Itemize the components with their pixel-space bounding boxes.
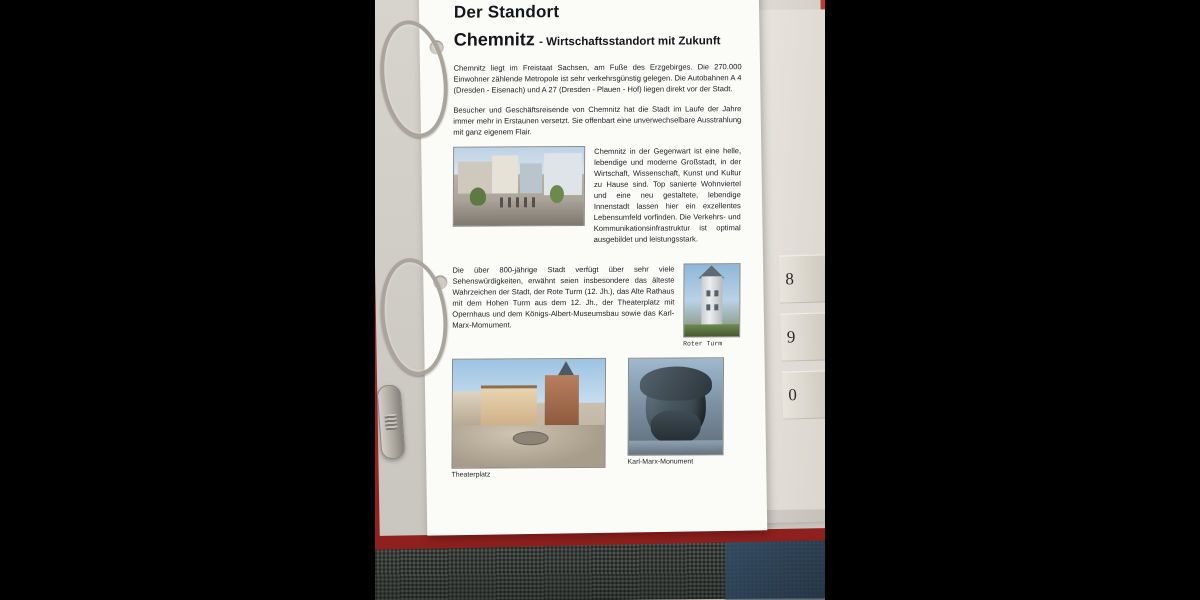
roter-turm-photo: [683, 263, 740, 337]
row-sights: [452, 263, 740, 349]
index-tabs: [779, 254, 825, 429]
karl-marx-figure: [627, 357, 724, 466]
paragraph-location: Chemnitz liegt im Freistaat Sachsen, am Fuße des Erzgebirges. Die 270.000 Einwohner zählende Metropole ist sehr verkehrsgünstig gelegen. Die Autobahnen A 4 (Dresden - Eisenach) und A 27 (Dresden - Plauen - Hof) liegen direkt vor der Stadt.: [453, 62, 742, 95]
karl-marx-monument-photo: [628, 357, 725, 456]
page-subtitle: [454, 28, 742, 51]
theaterplatz-figure: [451, 358, 606, 479]
letterbox-left: [0, 0, 375, 600]
row-bottom-photos: [451, 357, 740, 479]
letterbox-right: [825, 0, 1200, 600]
index-tab[interactable]: 0: [782, 370, 825, 419]
printed-page: [419, 0, 768, 536]
tower-figure: [683, 263, 740, 347]
row-city: [453, 145, 742, 255]
index-tab[interactable]: 9: [780, 312, 825, 361]
paragraph-present: Chemnitz in der Gegenwart ist eine helle, lebendige und moderne Großstadt, in der Wirtschaft, Wissenschaft, Kunst und Kultur zu Hause sind. Top sanierte Wohnviertel und eine neu gestaltete, lebendige Innenstadt lassen hier ein exzellentes Lebensumfeld vorfinden. Die Verkehrs- und Kommunikationsinfrastruktur ist optimal ausgebildet und leistungsstark.: [593, 146, 742, 244]
binder-lever[interactable]: [376, 384, 405, 459]
theaterplatz-photo: [451, 358, 606, 469]
page-title: Der Standort: [453, 2, 560, 22]
subtitle-city: Chemnitz: [453, 29, 535, 50]
caption-theaterplatz: Theaterplatz: [451, 471, 491, 479]
scene: [375, 0, 825, 600]
column-present-day: [594, 145, 742, 254]
subtitle-slogan: - Wirtschaftsstandort mit Zukunft: [539, 35, 721, 49]
city-street-photo: [453, 146, 585, 227]
caption-roter-turm: Roter Turm: [683, 340, 723, 348]
paragraph-visitors: Besucher und Geschäftsreisende von Chemnitz hat die Stadt im Laufe der Jahre immer mehr in Erstaunen versetzt. Sie offenbart eine unverwechselbare Ausstrahlung mit ganz eigenem Flair.: [453, 104, 742, 137]
caption-karl-marx: Karl-Marx-Monument: [627, 458, 694, 466]
paragraph-sights: Die über 800-jährige Stadt verfügt über sehr viele Sehenswürdigkeiten, erwähnt seien insbesondere das älteste Wahrzeichen der Stadt, der Rote Turm (12. Jh.), das Alte Rathaus mit dem Hohen Turm aus dem 12. Jh., der Theaterplatz mit Opernhaus und dem Königs-Albert-Museumsbau sowie das Karl-Marx-Momument.: [452, 264, 675, 330]
column-sights: [452, 264, 674, 340]
page-content: [451, 1, 741, 479]
index-tab[interactable]: 8: [779, 254, 825, 303]
